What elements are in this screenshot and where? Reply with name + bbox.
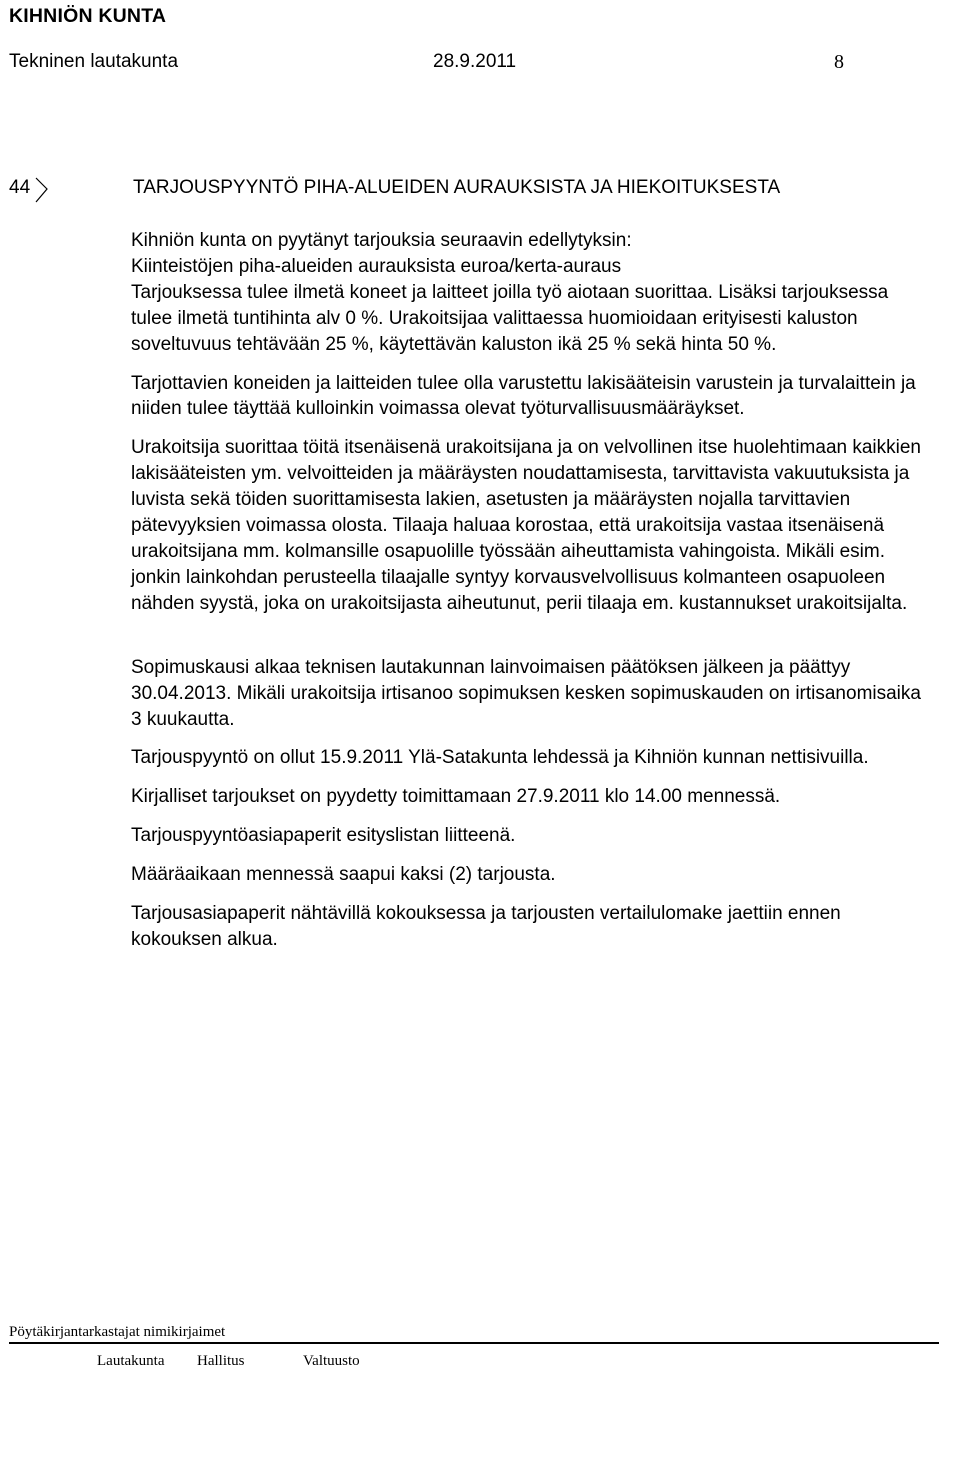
footer-rule: [9, 1342, 939, 1344]
paragraph: Määräaikaan mennessä saapui kaksi (2) tarjousta.: [131, 864, 556, 886]
page-number: 8: [834, 51, 844, 73]
board-name: Tekninen lautakunta: [9, 51, 179, 72]
paragraph: Tarjottavien koneiden ja laitteiden tulee olla varustettu lakisääteisin varustein ja turvalaittein ja niiden tulee täyttää kulloinkin voimassa olevat työturvallisuusmääräykset.: [131, 372, 916, 420]
paragraph: Kirjalliset tarjoukset on pyydetty toimittamaan 27.9.2011 klo 14.00 mennessä.: [131, 786, 781, 808]
paragraph: Tarjousasiapaperit nähtävillä kokouksessa ja tarjousten vertailulomake jaettiin ennen kokouksen alkua.: [131, 903, 841, 950]
paragraph: Kiinteistöjen piha-alueiden aurauksista euroa/kerta-auraus: [131, 255, 622, 277]
document-body: [131, 228, 931, 953]
footer-item-lautakunta: Lautakunta: [97, 1353, 165, 1369]
section-number: 44: [9, 177, 31, 198]
section-title: TARJOUSPYYNTÖ PIHA-ALUEIDEN AURAUKSISTA JA HIEKOITUKSESTA: [133, 177, 781, 198]
footer-item-valtuusto: Valtuusto: [303, 1353, 360, 1369]
meeting-date: 28.9.2011: [433, 51, 517, 72]
paragraph: Tarjouspyyntöasiapaperit esityslistan liitteenä.: [131, 825, 516, 847]
paragraph: Tarjouksessa tulee ilmetä koneet ja laitteet joilla työ aiotaan suorittaa. Lisäksi tarjouksessa tulee ilmetä tuntihinta alv 0 %. Urakoitsijaa valittaessa huomioidaan erityisesti kaluston soveltuvuus tehtävään 25 %, käytettävän kaluston ikä 25 % sekä hinta 50 %.: [131, 281, 889, 355]
footer-title: Pöytäkirjantarkastajat nimikirjaimet: [9, 1324, 226, 1340]
paragraph: Sopimuskausi alkaa teknisen lautakunnan lainvoimaisen päätöksen jälkeen ja päättyy 30.04.2013. Mikäli urakoitsija irtisanoo sopimuksen kesken sopimuskauden on irtisanomisaika 3 kuukautta.: [131, 656, 921, 730]
paragraph: Kihniön kunta on pyytänyt tarjouksia seuraavin edellytyksin:: [131, 230, 632, 251]
paragraph: Urakoitsija suorittaa töitä itsenäisenä urakoitsijana ja on velvollinen itse huolehtimaan kaikkien lakisääteisten ym. velvoitteiden ja määräysten noudattamisesta, tarvittavista vakuutuksista ja luvista sekä töiden suorittamisesta lakien, asetusten ja määräysten nojalla tarvittavien pätevyyksien voimassa olosta. Tilaaja haluaa korostaa, että urakoitsija vastaa itsenäisenä urakoitsijana mm. kolmansille osapuolille työssään aiheuttamista vahingoista. Mikäli esim. jonkin lainkohdan perusteella tilaajalle syntyy korvausvelvollisuus kolmanteen osapuoleen nähden syystä, joka on urakoitsijasta aiheutunut, perii tilaaja em. kustannukset urakoitsijalta.: [131, 437, 921, 614]
organization-name: KIHNIÖN KUNTA: [9, 5, 167, 27]
footer-item-hallitus: Hallitus: [197, 1353, 245, 1369]
section-marker-icon: [35, 177, 49, 203]
paragraph: Tarjouspyyntö on ollut 15.9.2011 Ylä-Satakunta lehdessä ja Kihniön kunnan nettisivuilla.: [131, 747, 869, 769]
